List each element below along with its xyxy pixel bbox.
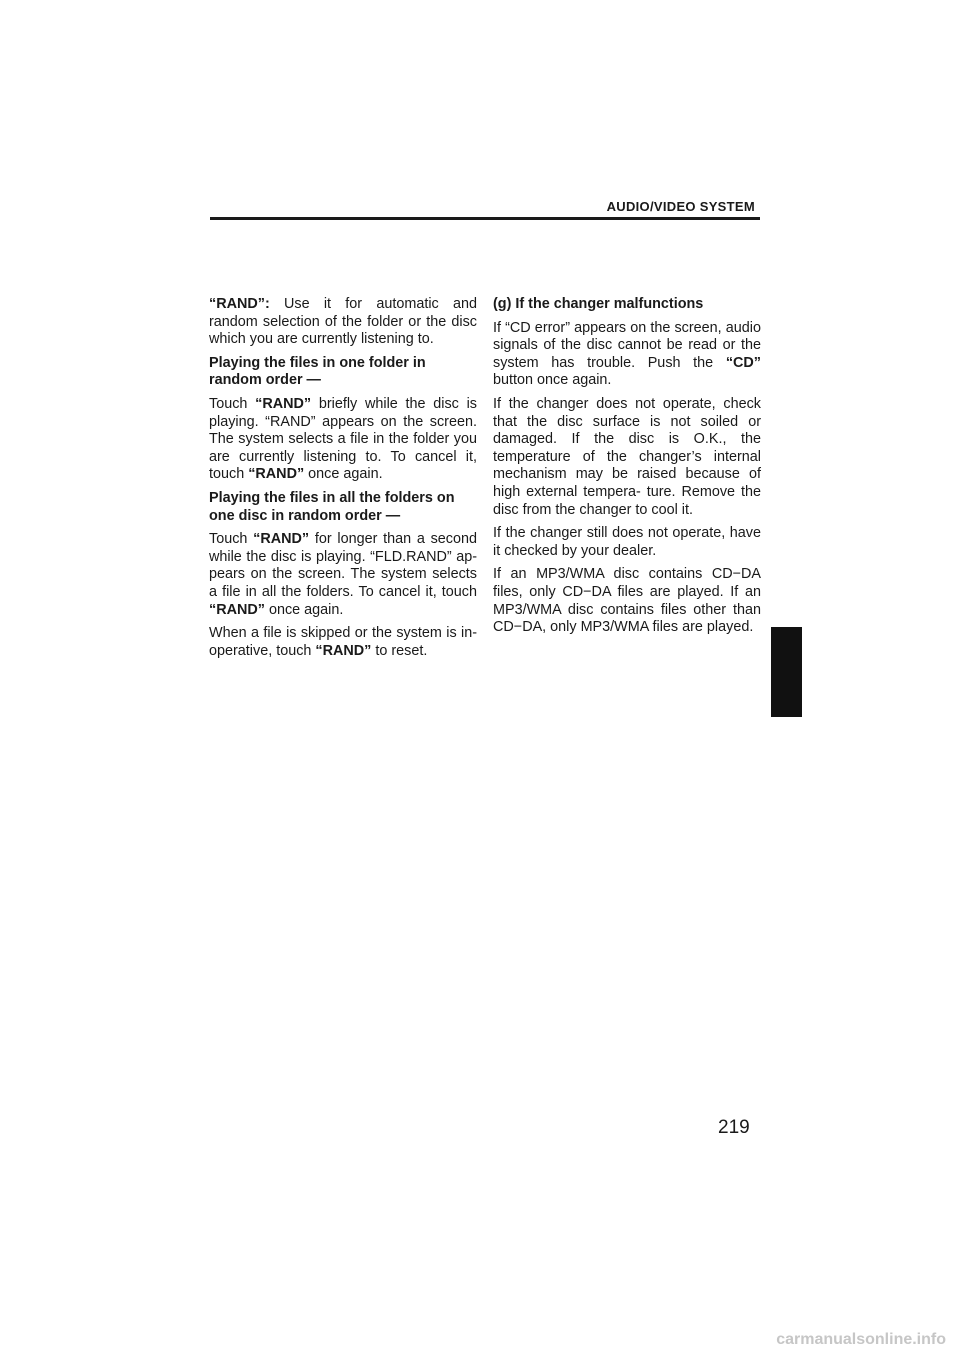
dealer-paragraph: If the changer still does not operate, have it checked by your dealer.	[493, 525, 761, 559]
reset-instructions: When a file is skipped or the system is in- operative, touch “RAND” to reset.	[209, 625, 477, 659]
subhead-all-folders-random: Playing the files in all the folders on one disc in random order —	[209, 489, 455, 524]
cd-error-paragraph: If “CD error” appears on the screen, audio signals of the disc cannot be read or the system has trouble. Push the “CD” button once again.	[493, 319, 761, 389]
mp3-wma-paragraph: If an MP3/WMA disc contains CD−DA files, only CD−DA files are played. If an MP3/WMA disc contains files other than CD−DA, only MP3/WMA files are played.	[493, 566, 761, 636]
running-header-title: AUDIO/VIDEO SYSTEM	[606, 199, 755, 214]
right-column	[493, 296, 761, 643]
watermark: carmanualsonline.info	[776, 1331, 946, 1348]
one-folder-random-instructions: Touch “RAND” briefly while the disc is playing. “RAND” appears on the screen. The system selects a file in the folder you are currently listening to. To cancel it, touch “RAND” once again.	[209, 395, 477, 483]
subhead-one-folder-random: Playing the files in one folder in random order —	[209, 354, 426, 389]
left-column	[209, 296, 477, 666]
changer-check-paragraph: If the changer does not operate, check that the disc surface is not soiled or damaged. If the disc is O.K., the temperature of the changer’s internal mechanism may be raised because of high external tempera- ture. Remove the disc from the changer to cool it.	[493, 395, 761, 518]
section-heading-changer-malfunctions: (g) If the changer malfunctions	[493, 296, 704, 312]
rand-description: “RAND”: Use it for automatic and random selection of the folder or the disc which you are currently listening to.	[209, 296, 477, 348]
page-number: 219	[718, 1117, 750, 1138]
all-folders-random-instructions: Touch “RAND” for longer than a second while the disc is playing. “FLD.RAND” ap- pears on the screen. The system selects a file in all the folders. To cancel it, touch “RAND” once again.	[209, 531, 477, 618]
header-rule	[210, 217, 760, 220]
section-tab-marker	[771, 627, 802, 717]
rand-label: “RAND”:	[209, 296, 270, 312]
